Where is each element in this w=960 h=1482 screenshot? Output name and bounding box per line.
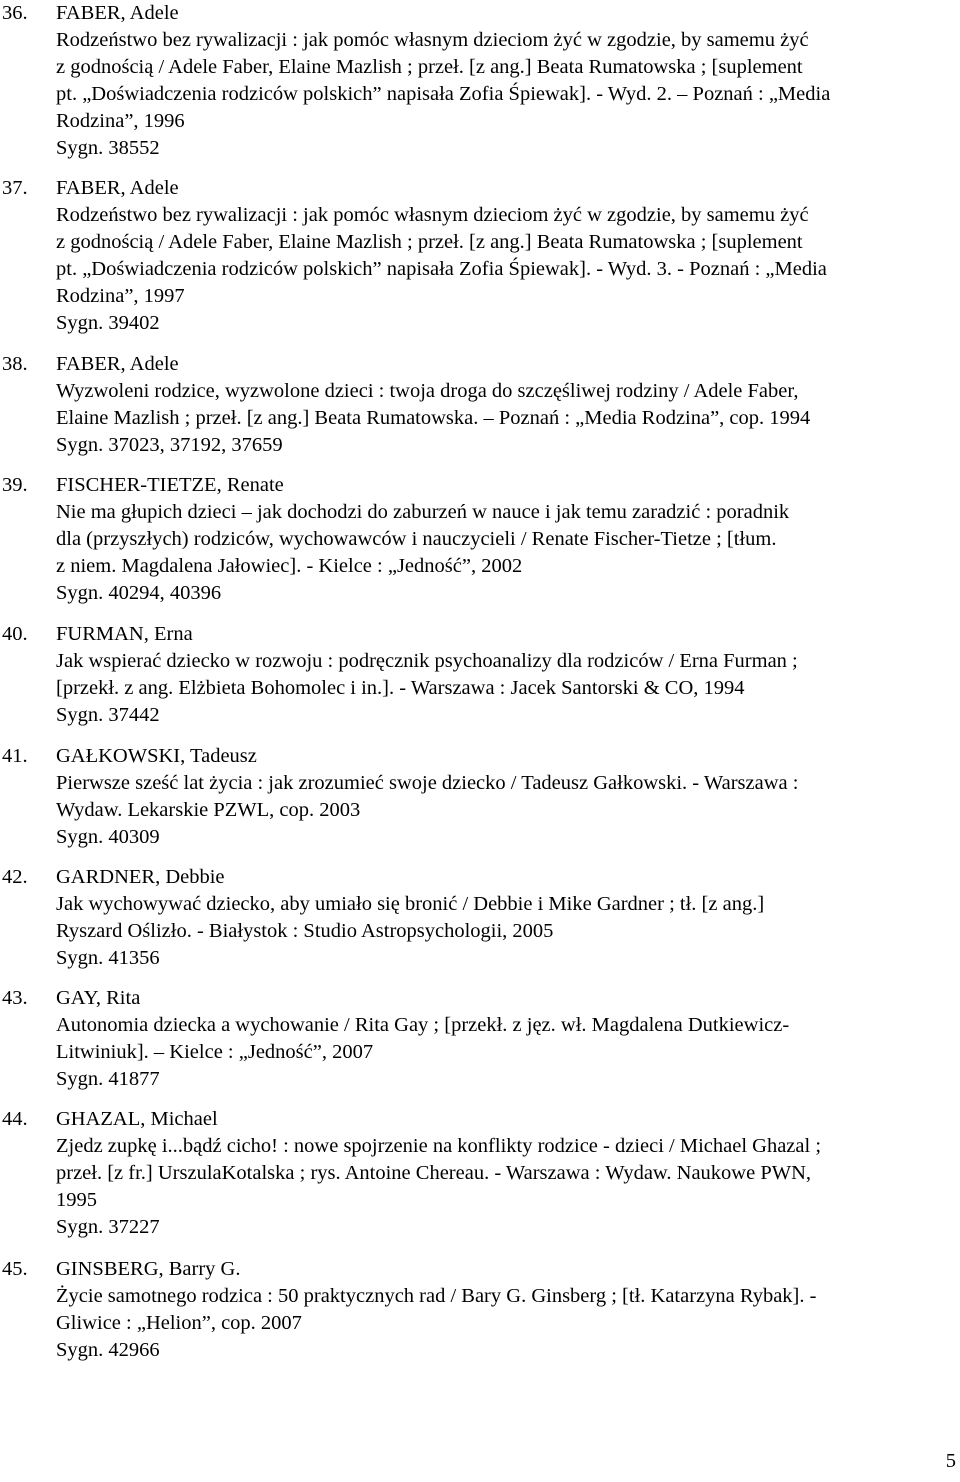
entry-line: Jak wspierać dziecko w rozwoju : podręcznik psychoanalizy dla rodziców / Erna Furman ; bbox=[56, 650, 798, 672]
entry-line: Rodzeństwo bez rywalizacji : jak pomóc własnym dzieciom żyć w zgodzie, by samemu żyć bbox=[56, 204, 809, 226]
entry-call-number: Sygn. 40294, 40396 bbox=[56, 582, 222, 604]
entry-line: Gliwice : „Helion”, cop. 2007 bbox=[56, 1312, 302, 1334]
entry-number: 38. bbox=[2, 353, 28, 375]
entry-call-number: Sygn. 39402 bbox=[56, 312, 160, 334]
entry-body bbox=[56, 985, 956, 1093]
entry-line: z niem. Magdalena Jałowiec]. - Kielce : „Jedność”, 2002 bbox=[56, 555, 523, 577]
entry-number: 37. bbox=[2, 177, 28, 199]
entry-line: Litwiniuk]. – Kielce : „Jedność”, 2007 bbox=[56, 1041, 374, 1063]
entry-call-number: Sygn. 41877 bbox=[56, 1068, 160, 1090]
page-number: 5 bbox=[945, 1450, 956, 1472]
entry-line: z godnością / Adele Faber, Elaine Mazlish ; przeł. [z ang.] Beata Rumatowska ; [suplement bbox=[56, 231, 803, 253]
entry-line: Elaine Mazlish ; przeł. [z ang.] Beata Rumatowska. – Poznań : „Media Rodzina”, cop. 1994 bbox=[56, 407, 811, 429]
entry-call-number: Sygn. 42966 bbox=[56, 1339, 160, 1361]
entry-line: Nie ma głupich dzieci – jak dochodzi do zaburzeń w nauce i jak temu zaradzić : poradnik bbox=[56, 501, 790, 523]
entry-line: Rodzeństwo bez rywalizacji : jak pomóc własnym dzieciom żyć w zgodzie, by samemu żyć bbox=[56, 29, 809, 51]
entry-line: Autonomia dziecka a wychowanie / Rita Gay ; [przekł. z jęz. wł. Magdalena Dutkiewicz- bbox=[56, 1014, 790, 1036]
entry-author: FABER, Adele bbox=[56, 177, 179, 199]
entry-line: przeł. [z fr.] UrszulaKotalska ; rys. Antoine Chereau. - Warszawa : Wydaw. Naukowe PWN, bbox=[56, 1162, 811, 1184]
entry-author: GARDNER, Debbie bbox=[56, 866, 225, 888]
entry-number: 45. bbox=[2, 1258, 28, 1280]
entry-author: FISCHER-TIETZE, Renate bbox=[56, 474, 284, 496]
entry-call-number: Sygn. 37442 bbox=[56, 704, 160, 726]
entry-number: 42. bbox=[2, 866, 28, 888]
entry-number: 39. bbox=[2, 474, 28, 496]
entry-line: Rodzina”, 1996 bbox=[56, 110, 185, 132]
entry-author: GINSBERG, Barry G. bbox=[56, 1258, 241, 1280]
entry-author: GAŁKOWSKI, Tadeusz bbox=[56, 745, 257, 767]
entry-line: 1995 bbox=[56, 1189, 97, 1211]
entry-author: FABER, Adele bbox=[56, 353, 179, 375]
entry-author: FABER, Adele bbox=[56, 2, 179, 24]
entry-line: [przekł. z ang. Elżbieta Bohomolec i in.]. - Warszawa : Jacek Santorski & CO, 1994 bbox=[56, 677, 745, 699]
entry-line: pt. „Doświadczenia rodziców polskich” napisała Zofia Śpiewak]. - Wyd. 2. – Poznań : „Media bbox=[56, 83, 831, 105]
entry-line: Zjedz zupkę i...bądź cicho! : nowe spojrzenie na konflikty rodzice - dzieci / Michael Ghazal ; bbox=[56, 1135, 822, 1157]
entry-body bbox=[56, 621, 956, 729]
entry-call-number: Sygn. 38552 bbox=[56, 137, 160, 159]
entry-call-number: Sygn. 37023, 37192, 37659 bbox=[56, 434, 283, 456]
entry-line: Rodzina”, 1997 bbox=[56, 285, 185, 307]
entry-body bbox=[56, 351, 956, 459]
entry-body bbox=[56, 1106, 956, 1241]
entry-line: Wydaw. Lekarskie PZWL, cop. 2003 bbox=[56, 799, 361, 821]
entry-line: Ryszard Oślizło. - Białystok : Studio Astropsychologii, 2005 bbox=[56, 920, 554, 942]
entry-author: FURMAN, Erna bbox=[56, 623, 193, 645]
entry-number: 41. bbox=[2, 745, 28, 767]
entry-line: z godnością / Adele Faber, Elaine Mazlish ; przeł. [z ang.] Beata Rumatowska ; [suplement bbox=[56, 56, 803, 78]
entry-body bbox=[56, 1256, 956, 1364]
entry-line: Wyzwoleni rodzice, wyzwolone dzieci : twoja droga do szczęśliwej rodziny / Adele Faber, bbox=[56, 380, 799, 402]
entry-body bbox=[56, 743, 956, 851]
entry-author: GAY, Rita bbox=[56, 987, 141, 1009]
entry-line: Jak wychowywać dziecko, aby umiało się bronić / Debbie i Mike Gardner ; tł. [z ang.] bbox=[56, 893, 765, 915]
entry-call-number: Sygn. 41356 bbox=[56, 947, 160, 969]
entry-body bbox=[56, 0, 956, 162]
entry-call-number: Sygn. 37227 bbox=[56, 1216, 160, 1238]
entry-number: 44. bbox=[2, 1108, 28, 1130]
entry-line: pt. „Doświadczenia rodziców polskich” napisała Zofia Śpiewak]. - Wyd. 3. - Poznań : „Media bbox=[56, 258, 827, 280]
entry-author: GHAZAL, Michael bbox=[56, 1108, 218, 1130]
entry-body bbox=[56, 864, 956, 972]
entry-number: 36. bbox=[2, 2, 28, 24]
entry-body bbox=[56, 472, 956, 607]
entry-call-number: Sygn. 40309 bbox=[56, 826, 160, 848]
entry-body bbox=[56, 175, 956, 337]
entry-number: 40. bbox=[2, 623, 28, 645]
entry-line: dla (przyszłych) rodziców, wychowawców i nauczycieli / Renate Fischer-Tietze ; [tłum. bbox=[56, 528, 777, 550]
entry-number: 43. bbox=[2, 987, 28, 1009]
entry-line: Życie samotnego rodzica : 50 praktycznych rad / Bary G. Ginsberg ; [tł. Katarzyna Rybak]. - bbox=[56, 1285, 817, 1307]
entry-line: Pierwsze sześć lat życia : jak zrozumieć swoje dziecko / Tadeusz Gałkowski. - Warszawa : bbox=[56, 772, 799, 794]
